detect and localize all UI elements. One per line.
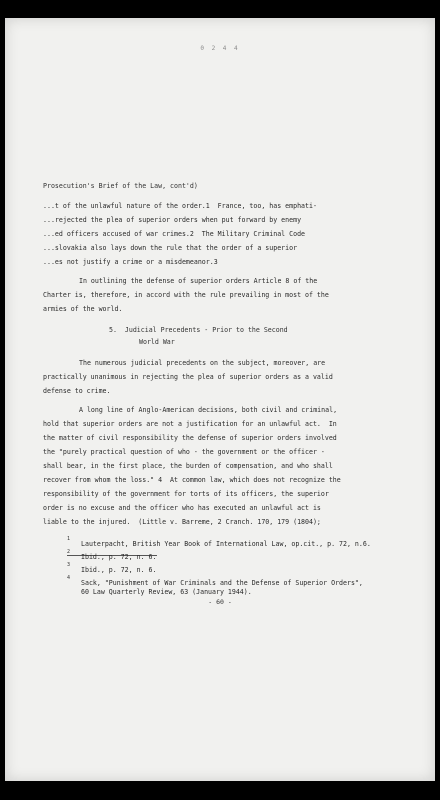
- archive-mark: 0 2 4 4: [200, 45, 240, 52]
- footnote-number: 3: [67, 562, 71, 568]
- footnote-number: 2: [67, 549, 71, 555]
- paragraph-line: responsibility of the government for torts of its officers, the superior: [43, 490, 329, 498]
- paragraph-line: recover from whom the loss." 4 At common law, which does not recognize the: [43, 476, 341, 484]
- paragraph-line: ...ed officers accused of war crimes.2 The Military Criminal Code: [43, 230, 306, 238]
- paragraph-line: ...es not justify a crime or a misdemeanor.3: [43, 258, 218, 266]
- footnote-text-continued: 60 Law Quarterly Review, 63 (January 1944).: [81, 588, 252, 596]
- paragraph-line: practically unanimous in rejecting the plea of superior orders as a valid: [43, 373, 333, 381]
- footnote-text: Ibid., p. 72, n. 6.: [81, 566, 157, 574]
- paragraph-line: liable to the injured. (Little v. Barreme, 2 Cranch. 170, 179 (1804);: [43, 518, 321, 526]
- paragraph-line: order is no excuse and the officer who has executed an unlawful act is: [43, 504, 321, 512]
- paragraph-line: the "purely practical question of who - the government or the officer -: [43, 448, 325, 456]
- paragraph-line: ...rejected the plea of superior orders when put forward by enemy: [43, 216, 302, 224]
- section-heading: 5. Judicial Precedents - Prior to the Second: [109, 326, 288, 334]
- paragraph-line: hold that superior orders are not a justification for an unlawful act. In: [43, 420, 337, 428]
- paragraph-line: ...t of the unlawful nature of the order.1 France, too, has emphati-: [43, 202, 317, 210]
- paragraph-line: A long line of Anglo-American decisions, both civil and criminal,: [79, 406, 338, 414]
- paragraph-line: the matter of civil responsibility the defense of superior orders involved: [43, 434, 337, 442]
- footnote-number: 1: [67, 536, 71, 542]
- paragraph-line: Charter is, therefore, in accord with the rule prevailing in most of the: [43, 291, 329, 299]
- paragraph-line: shall bear, in the first place, the burden of compensation, and who shall: [43, 462, 333, 470]
- footnote-text: Sack, "Punishment of War Criminals and the Defense of Superior Orders",: [81, 579, 363, 587]
- paragraph-line: In outlining the defense of superior orders Article 8 of the: [79, 277, 318, 285]
- paragraph-line: The numerous judicial precedents on the subject, moreover, are: [79, 359, 326, 367]
- page-number: - 60 -: [208, 598, 232, 606]
- footnote-text: Ibid., p. 72, n. 6.: [81, 553, 157, 561]
- paragraph-line: ...slovakia also lays down the rule that the order of a superior: [43, 244, 298, 252]
- running-header: Prosecution's Brief of the Law, cont'd): [43, 182, 198, 190]
- footnote-text: Lauterpacht, British Year Book of International Law, op.cit., p. 72, n.6.: [81, 540, 371, 548]
- paragraph-line: defense to crime.: [43, 387, 111, 395]
- paragraph-line: armies of the world.: [43, 305, 123, 313]
- section-heading-continued: World War: [139, 338, 175, 346]
- footnote-number: 4: [67, 575, 71, 581]
- document-page: [5, 18, 435, 781]
